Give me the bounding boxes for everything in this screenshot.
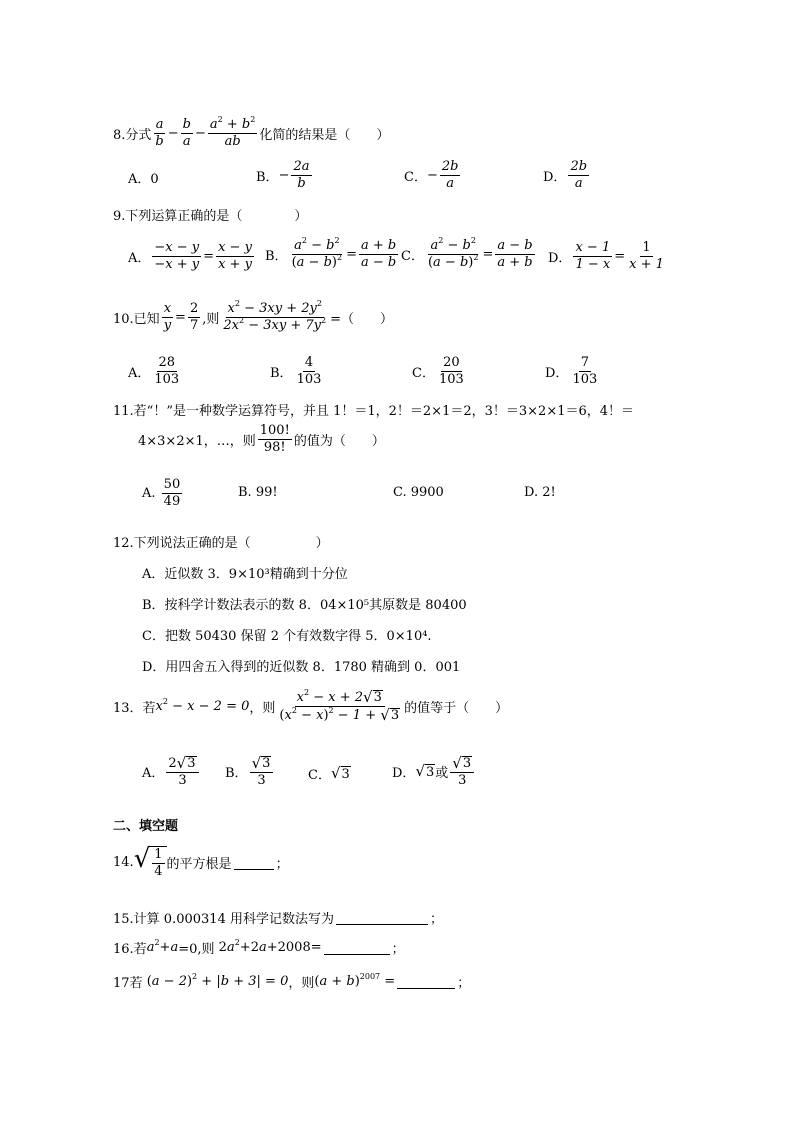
q12-option-a: A．近似数 3．9×10³精确到十分位 [142, 567, 348, 582]
q15-answer-blank[interactable] [336, 911, 428, 925]
q13-option-d: D． √ 3 或 √ 3 3 [392, 756, 476, 788]
q8-frac-a-over-b: $\frac{a}{b}$ [155, 117, 164, 149]
q10-option-c: C． $\frac{20}{103}$ [412, 355, 464, 387]
q8-option-a: A．0 [128, 172, 159, 187]
q8-option-b: B． − $\frac{2a}{b}$ [256, 159, 310, 191]
q8-option-c: C． − $\frac{2b}{a}$ [404, 159, 459, 191]
q9-option-b: B． $\frac{a^2 - b^2}{(a - b)^2}$ = $\frac{a + b}{a - b}$ [265, 236, 397, 270]
q9-option-c: C． $\frac{a^2 - b^2}{(a - b)^2}$ = $\frac{a - b}{a + b}$ [401, 236, 533, 270]
question-10: 10.已知 $\frac{x}{y}$ = $\frac{2}{7}$ ,则 $\frac{x^2 - 3xy + 2y^2}{2x^2 - 3xy + 7y^2}$ =（ ） [113, 299, 393, 333]
q11-option-d: D. 2! [524, 485, 556, 500]
section-title-fill-in: 二、填空题 [113, 819, 179, 834]
q12-option-b: B．按科学计数法表示的数 8．04×10⁵其原数是 80400 [142, 598, 467, 613]
q10-option-b: B． $\frac{4}{103}$ [270, 355, 322, 387]
q13-option-b: B． √ 3 3 [225, 756, 275, 788]
q12-option-c: C．把数 50430 保留 2 个有效数字得 5．0×10⁴. [142, 629, 432, 644]
q8-number: 8.分式 [113, 127, 152, 143]
q10-option-a: A． $\frac{28}{103}$ [128, 355, 180, 387]
q8-option-d: D． $\frac{2b}{a}$ [543, 159, 588, 191]
question-9: 9.下列运算正确的是（ ） [113, 209, 308, 224]
q14-answer-blank[interactable] [234, 856, 274, 870]
q17-answer-blank[interactable] [397, 975, 455, 989]
question-15: 15.计算 0.000314 用科学记数法写为 ； [113, 912, 443, 927]
question-8: 8.分式 $\frac{a}{b}$ − $\frac{b}{a}$ − $\frac{a^2 + b^2}{ab}$ 化简的结果是（ ） [113, 115, 390, 149]
question-11-line2: 4×3×2×1，…，则 $\frac{100!}{98!}$ 的值为（ ） [138, 423, 385, 455]
q13-option-c: C． √ 3 [308, 763, 350, 783]
q11-option-b: B. 99! [238, 485, 278, 500]
question-17: 17若 $(a - 2)^2 + |b + 3| = 0$ ，则 $(a + b)^{2007}$ = ； [113, 972, 471, 991]
q16-answer-blank[interactable] [324, 941, 390, 955]
q13-option-a: A． 2 √ 3 3 [142, 756, 201, 788]
question-13: 13．若 $x^2 - x - 2 = 0$ ，则 $x^2 - x + 2$ √ 3 $(x^2 - x)^2 - 1$ + √ 3 的值等于（ ） [113, 688, 509, 724]
q11-option-c: C. 9900 [393, 485, 444, 500]
q8-frac-b-over-a: $\frac{b}{a}$ [182, 117, 191, 149]
q8-suffix: 化简的结果是（ ） [259, 127, 390, 143]
q12-option-d: D．用四舍五入得到的近似数 8．1780 精确到 0．001 [142, 660, 461, 675]
q10-option-d: D． $\frac{7}{103}$ [545, 355, 598, 387]
q8-frac-sum-squares: $\frac{a^2 + b^2}{ab}$ [209, 115, 256, 149]
question-16: 16.若 $a^2+a$ =0,则 $2a^2+2a+2008$ = ； [113, 938, 405, 957]
question-12: 12.下列说法正确的是（ ） [113, 536, 329, 551]
q11-option-a: A. $\frac{50}{49}$ [142, 477, 181, 509]
question-14: 14. √ $\frac{1}{4}$ 的平方根是 ； [113, 844, 289, 879]
q9-option-a: A． $\frac{-x - y}{-x + y}$ = $\frac{x - y}{x + y}$ [128, 240, 252, 272]
q9-option-d: D． $\frac{x - 1}{1 - x}$ = $\frac{1}{x + 1}$ [548, 240, 664, 272]
question-11-line1: 11.若“！”是一种数学运算符号，并且 1！＝1，2！＝2×1＝2，3！＝3×2×1＝6，4！＝ [113, 404, 635, 419]
